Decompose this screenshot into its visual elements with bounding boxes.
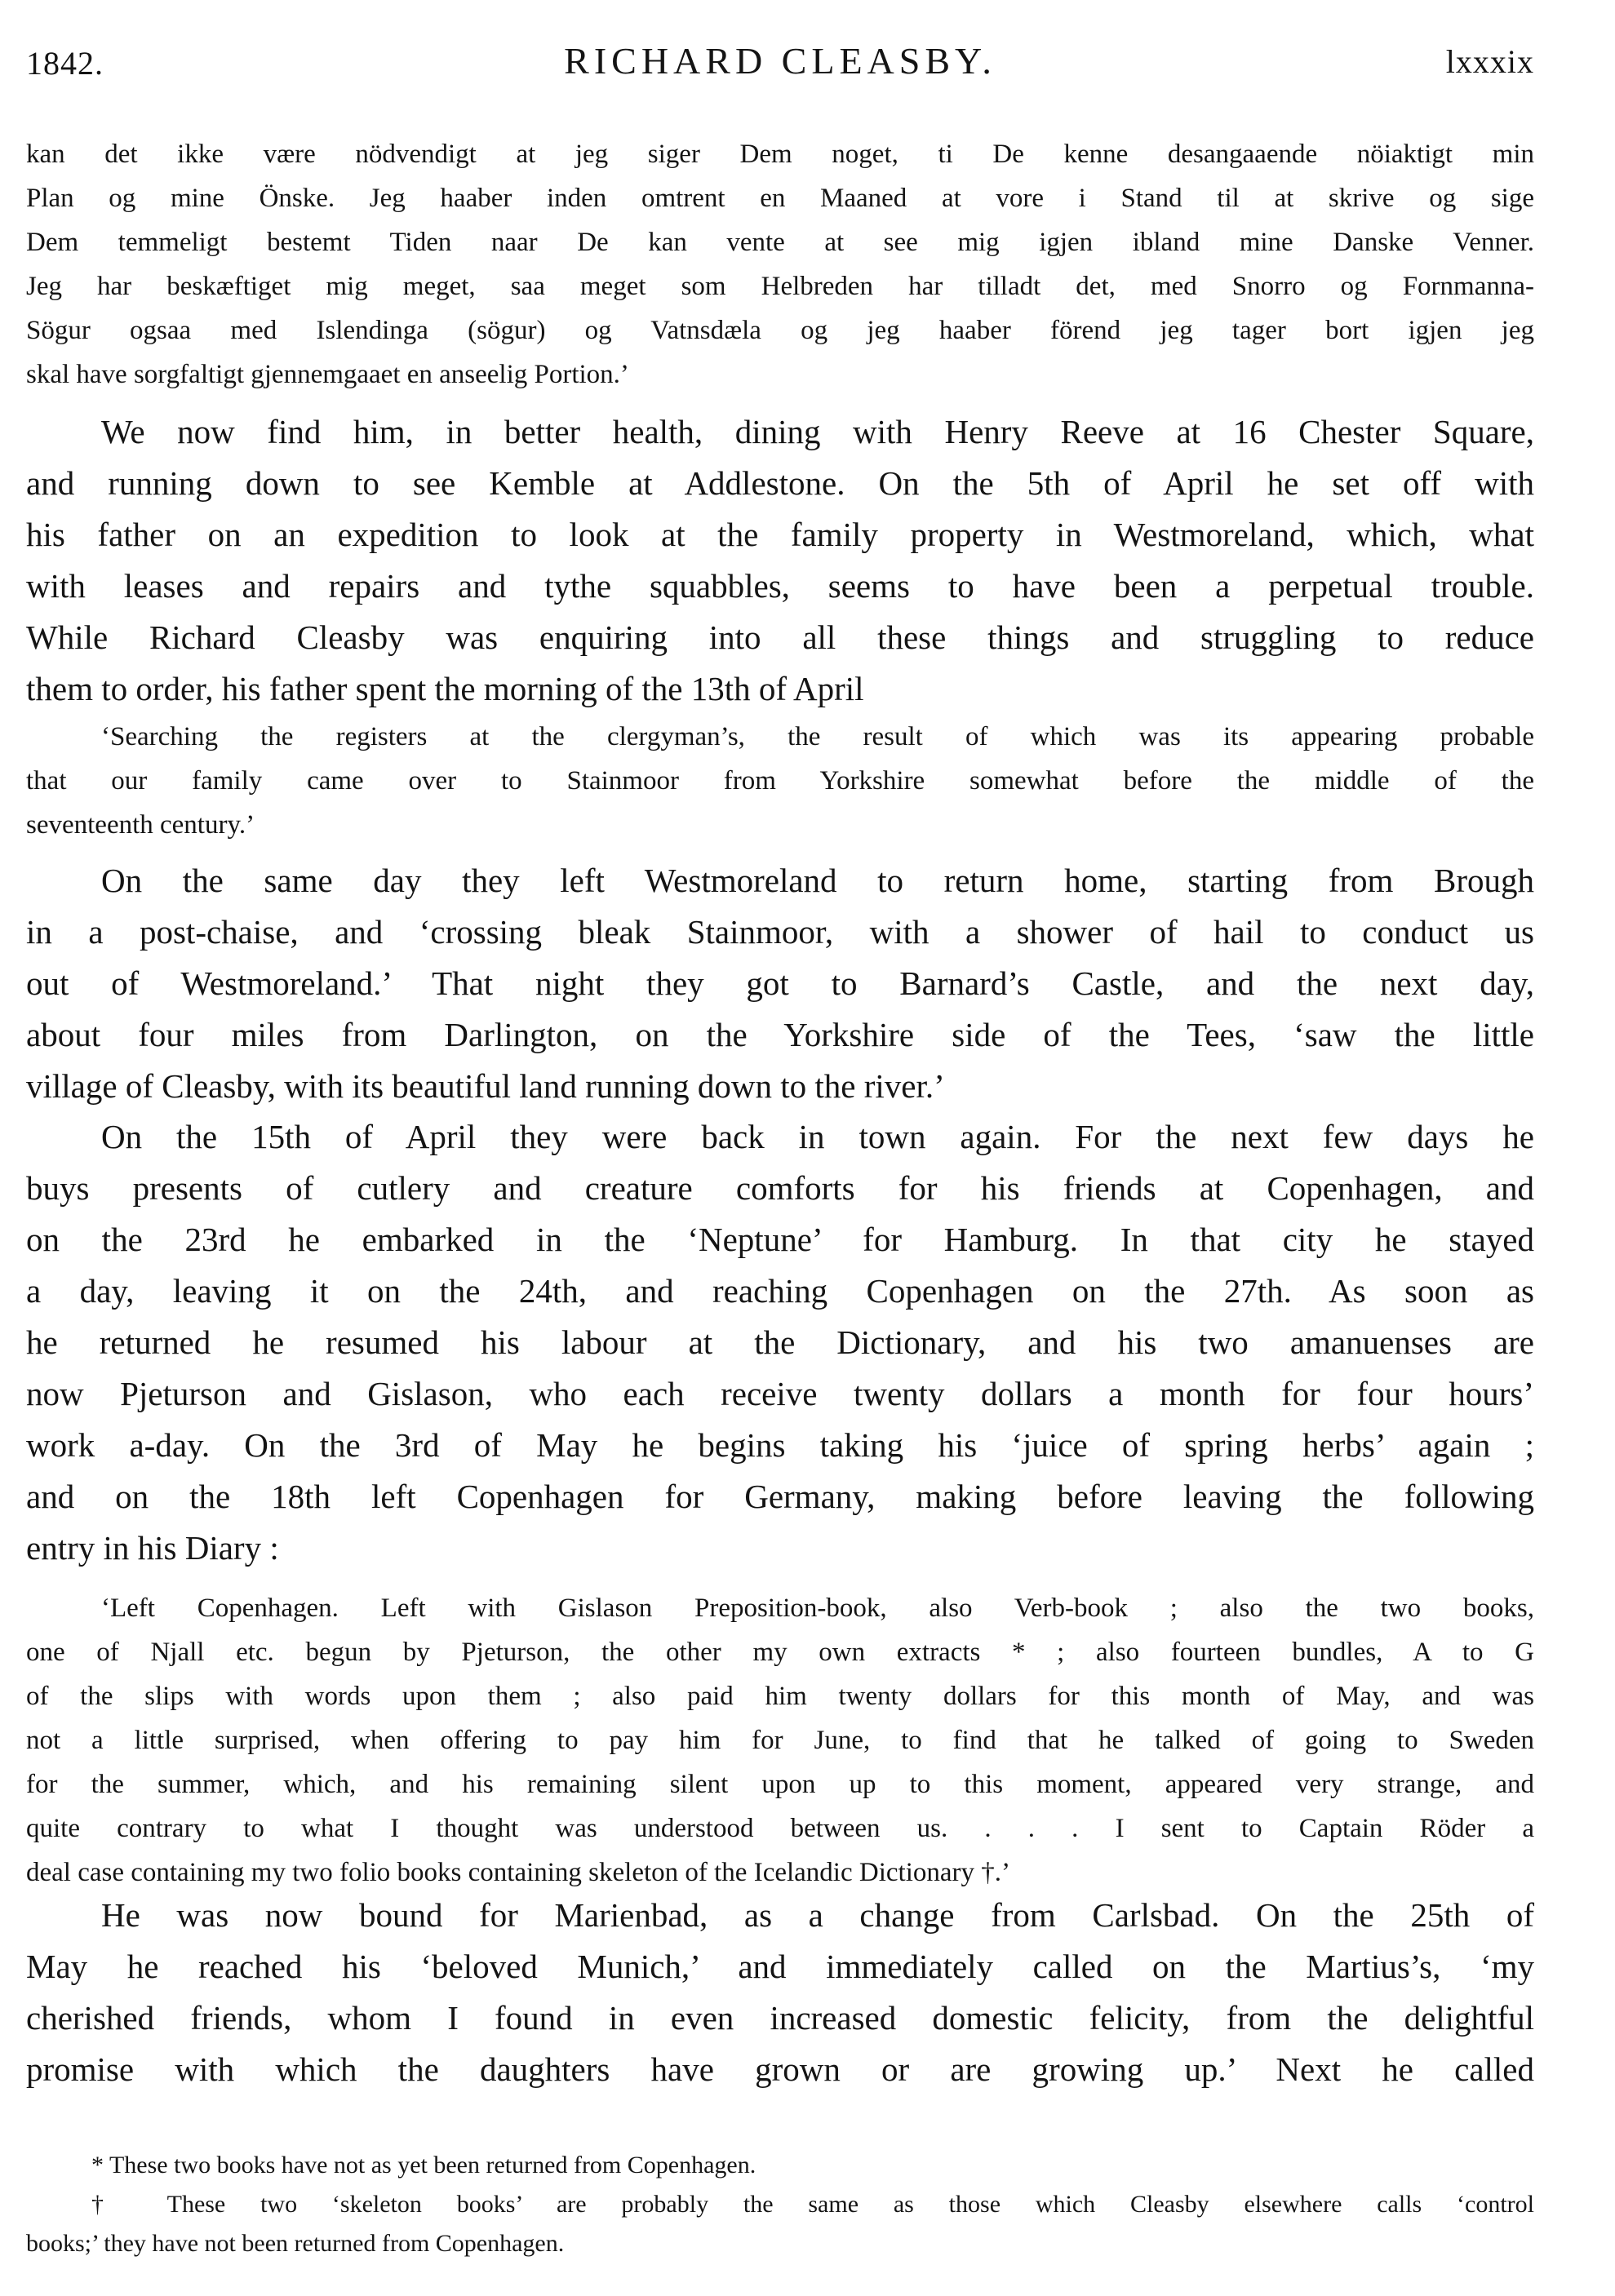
paragraph-chester-square bbox=[26, 406, 1534, 715]
text-line: now Pjeturson and Gislason, who each receive twenty dollars a month for four hours’ bbox=[26, 1375, 1534, 1412]
text-line: work a-day. On the 3rd of May he begins taking his ‘juice of spring herbs’ again ; bbox=[26, 1426, 1534, 1464]
text-line: ‘Searching the registers at the clergyman’s, the result of which was its appearing probable bbox=[101, 722, 1534, 751]
footnote-asterisk: * These two books have not as yet been returned from Copenhagen. bbox=[91, 2152, 756, 2179]
text-line: He was now bound for Marienbad, as a change from Carlsbad. On the 25th of bbox=[101, 1896, 1534, 1934]
text-line: his father on an expedition to look at the family property in Westmoreland, which, what bbox=[26, 516, 1534, 553]
text-line: On the 15th of April they were back in town again. For the next few days he bbox=[101, 1118, 1534, 1155]
footnotes bbox=[26, 2146, 1534, 2263]
paragraph-copenhagen bbox=[26, 1111, 1534, 1574]
text-line: about four miles from Darlington, on the Yorkshire side of the Tees, ‘saw the little bbox=[26, 1016, 1534, 1053]
text-line: ‘Left Copenhagen. Left with Gislason Preposition-book, also Verb-book ; also the two books, bbox=[101, 1593, 1534, 1623]
paragraph-return-home bbox=[26, 855, 1534, 1112]
text-line: Jeg har beskæftiget mig meget, saa meget som Helbreden har tilladt det, med Snorro og Fornmanna- bbox=[26, 272, 1534, 301]
text-line: cherished friends, whom I found in even increased domestic felicity, from the delightful bbox=[26, 1999, 1534, 2037]
quote-registers bbox=[26, 715, 1534, 847]
text-line: skal have sorgfaltigt gjennemgaaet en anseelig Portion.’ bbox=[26, 360, 629, 389]
text-line: of the slips with words upon them ; also paid him twenty dollars for this month of May, and was bbox=[26, 1682, 1534, 1711]
footnote-dagger: † These two ‘skeleton books’ are probably the same as those which Cleasby elsewhere calls ‘control bbox=[91, 2191, 1534, 2218]
quote-danish-letter bbox=[26, 132, 1534, 397]
quote-diary-entry bbox=[26, 1586, 1534, 1895]
text-line: for the summer, which, and his remaining silent upon up to this moment, appeared very strange, and bbox=[26, 1770, 1534, 1799]
text-line: out of Westmoreland.’ That night they got to Barnard’s Castle, and the next day, bbox=[26, 964, 1534, 1002]
text-line: On the same day they left Westmoreland to return home, starting from Brough bbox=[101, 862, 1534, 899]
running-header bbox=[26, 39, 1534, 88]
text-line: and running down to see Kemble at Addlestone. On the 5th of April he set off with bbox=[26, 464, 1534, 502]
text-line: Dem temmeligt bestemt Tiden naar De kan vente at see mig igjen ibland mine Danske Venner. bbox=[26, 228, 1534, 257]
text-line: We now find him, in better health, dining with Henry Reeve at 16 Chester Square, bbox=[101, 413, 1534, 450]
text-line: quite contrary to what I thought was understood between us. . . . I sent to Captain Röder a bbox=[26, 1814, 1534, 1843]
text-line: Sögur ogsaa med Islendinga (sögur) og Vatnsdæla og jeg haaber förend jeg tager bort igjen jeg bbox=[26, 316, 1534, 345]
text-line: kan det ikke være nödvendigt at jeg siger Dem noget, ti De kenne desangaaende nöiaktigt min bbox=[26, 140, 1534, 169]
text-line: with leases and repairs and tythe squabbles, seems to have been a perpetual trouble. bbox=[26, 567, 1534, 605]
text-line: one of Njall etc. begun by Pjeturson, the other my own extracts * ; also fourteen bundles, A to G bbox=[26, 1638, 1534, 1667]
text-line: and on the 18th left Copenhagen for Germany, making before leaving the following bbox=[26, 1478, 1534, 1515]
footnote-dagger-continued: books;’ they have not been returned from Copenhagen. bbox=[26, 2230, 565, 2257]
text-line: While Richard Cleasby was enquiring into all these things and struggling to reduce bbox=[26, 618, 1534, 656]
text-line: he returned he resumed his labour at the Dictionary, and his two amanuenses are bbox=[26, 1323, 1534, 1361]
text-line: a day, leaving it on the 24th, and reaching Copenhagen on the 27th. As soon as bbox=[26, 1272, 1534, 1310]
text-line: in a post-chaise, and ‘crossing bleak Stainmoor, with a shower of hail to conduct us bbox=[26, 913, 1534, 951]
text-line: deal case containing my two folio books containing skeleton of the Icelandic Dictionary †.’ bbox=[26, 1858, 1010, 1887]
text-line: promise with which the daughters have grown or are growing up.’ Next he called bbox=[26, 2050, 1534, 2088]
text-line: Plan og mine Önske. Jeg haaber inden omtrent en Maaned at vore i Stand til at skrive og sige bbox=[26, 184, 1534, 213]
text-line: on the 23rd he embarked in the ‘Neptune’ for Hamburg. In that city he stayed bbox=[26, 1221, 1534, 1258]
page-number: lxxxix bbox=[1445, 43, 1534, 80]
header-title: RICHARD CLEASBY. bbox=[564, 40, 996, 82]
text-line: village of Cleasby, with its beautiful land running down to the river.’ bbox=[26, 1067, 945, 1105]
paragraph-munich bbox=[26, 1890, 1534, 2095]
text-line: them to order, his father spent the morning of the 13th of April bbox=[26, 670, 864, 707]
text-line: not a little surprised, when offering to pay him for June, to find that he talked of going to Sweden bbox=[26, 1726, 1534, 1755]
text-line: entry in his Diary : bbox=[26, 1529, 279, 1567]
text-line: buys presents of cutlery and creature comforts for his friends at Copenhagen, and bbox=[26, 1169, 1534, 1207]
header-year: 1842. bbox=[26, 45, 104, 82]
text-line: May he reached his ‘beloved Munich,’ and immediately called on the Martius’s, ‘my bbox=[26, 1948, 1534, 1985]
text-line: seventeenth century.’ bbox=[26, 810, 255, 840]
text-line: that our family came over to Stainmoor from Yorkshire somewhat before the middle of the bbox=[26, 766, 1534, 796]
